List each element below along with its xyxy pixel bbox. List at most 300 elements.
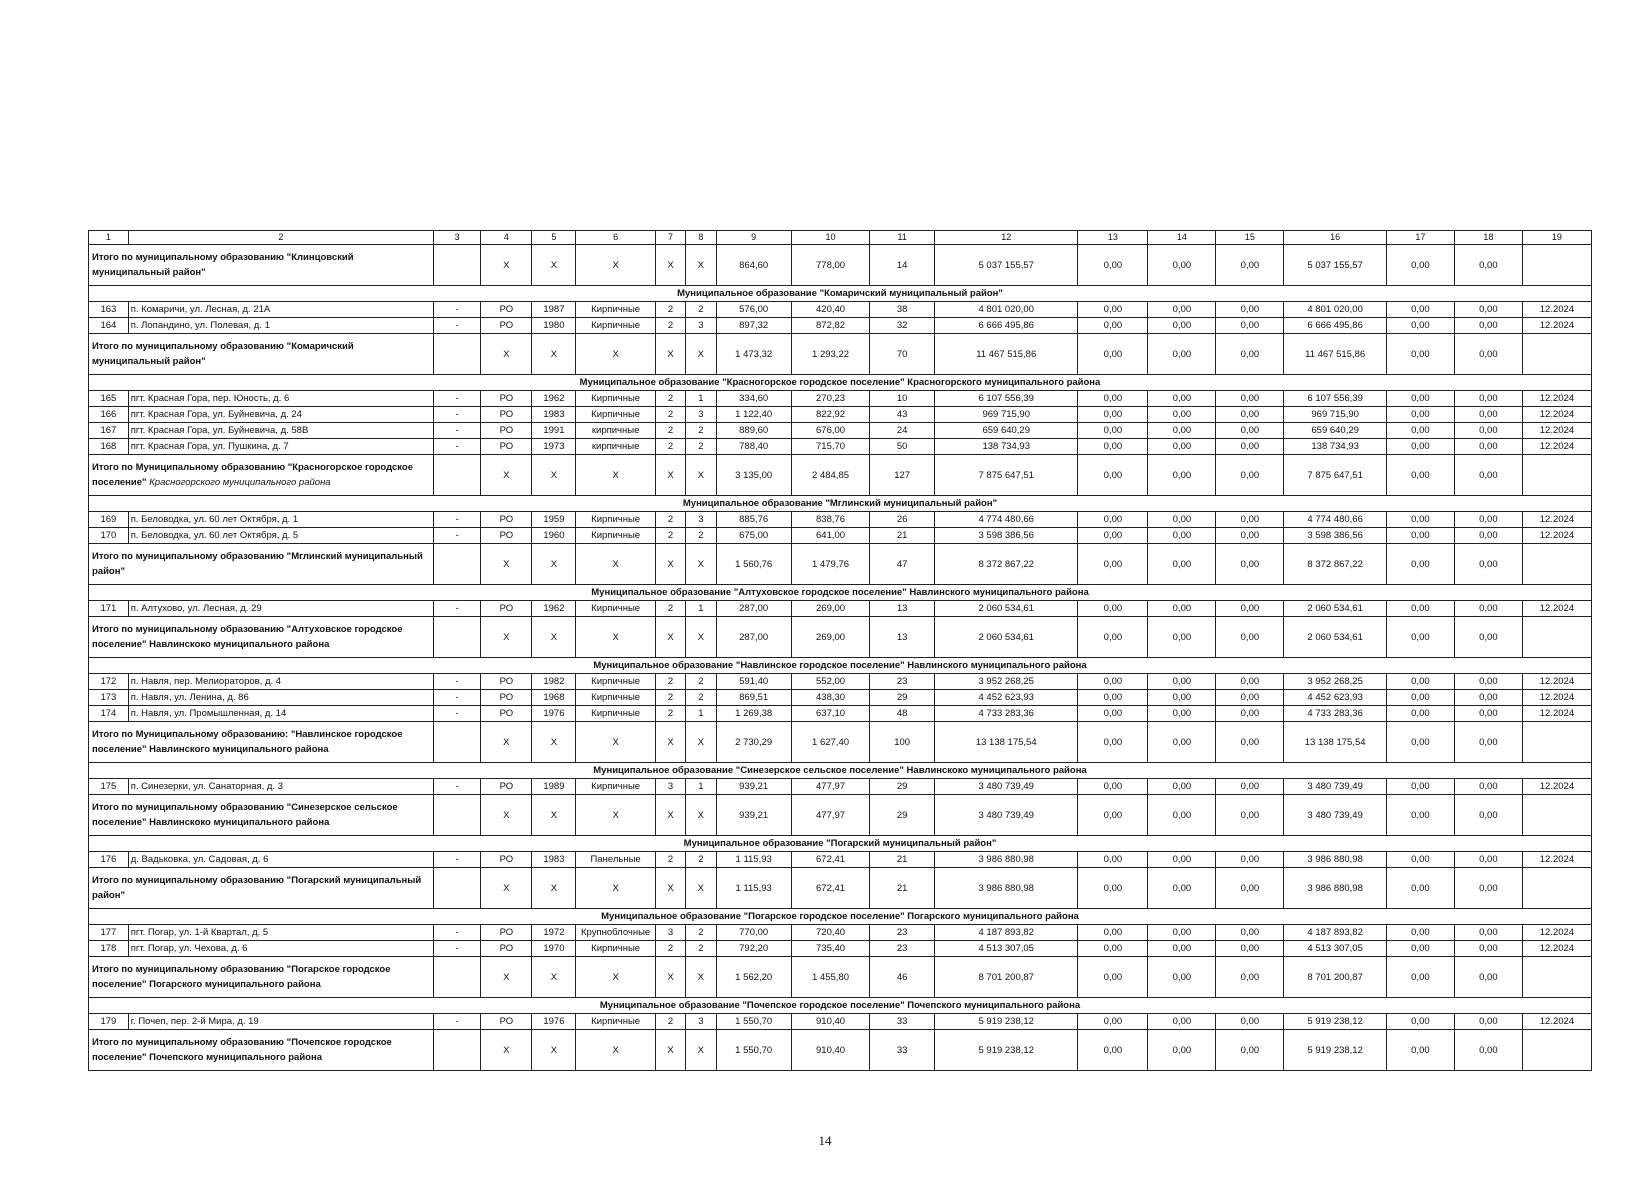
cell-col-12: 3 952 268,25 [935, 674, 1078, 690]
cell-col-19: 12.2024 [1522, 779, 1591, 795]
cell-col-15: 0,00 [1216, 1030, 1284, 1071]
cell-col-6: Кирпичные [576, 779, 655, 795]
cell-col-9: 576,00 [716, 302, 791, 318]
cell-col-12: 13 138 175,54 [935, 722, 1078, 763]
table-row [89, 706, 1592, 722]
page-number: 14 [818, 1133, 832, 1148]
cell-col-15: 0,00 [1216, 941, 1284, 957]
column-number: 2 [128, 231, 433, 245]
cell-col-4: РО [481, 302, 532, 318]
cell-col-18: 0,00 [1454, 544, 1522, 585]
cell-col-8: 1 [686, 706, 716, 722]
table-row [89, 302, 1592, 318]
table-row [89, 852, 1592, 868]
cell-col-5: X [532, 1030, 576, 1071]
row-number: 179 [89, 1014, 129, 1030]
cell-col-9: 864,60 [716, 245, 791, 286]
cell-col-5: X [532, 957, 576, 998]
address-cell: п. Беловодка, ул. 60 лет Октября, д. 5 [128, 528, 433, 544]
cell-col-13: 0,00 [1078, 795, 1148, 836]
cell-col-5: X [532, 617, 576, 658]
cell-col-9: 1 560,76 [716, 544, 791, 585]
total-row [89, 868, 1592, 909]
cell-col-11: 13 [870, 601, 935, 617]
table-row [89, 423, 1592, 439]
cell-col-11: 43 [870, 407, 935, 423]
cell-col-8: X [686, 245, 716, 286]
cell-col-19 [1522, 957, 1591, 998]
cell-col-11: 14 [870, 245, 935, 286]
total-label-text: Итого по муниципальному образованию "Погарское городское поселение" Погарского муниципального района [92, 964, 391, 990]
cell-col-16: 8 372 867,22 [1284, 544, 1387, 585]
cell-col-6: Кирпичные [576, 407, 655, 423]
cell-col-15: 0,00 [1216, 722, 1284, 763]
cell-col-9: 869,51 [716, 690, 791, 706]
cell-col-16: 4 452 623,93 [1284, 690, 1387, 706]
cell-col-11: 29 [870, 779, 935, 795]
cell-col-14: 0,00 [1148, 1014, 1216, 1030]
section-header-row [89, 763, 1592, 779]
cell-col-14: 0,00 [1148, 795, 1216, 836]
table-row [89, 1014, 1592, 1030]
cell-col-14: 0,00 [1148, 423, 1216, 439]
column-number: 3 [434, 231, 481, 245]
total-label [89, 722, 434, 763]
cell-col-4: РО [481, 690, 532, 706]
cell-col-19: 12.2024 [1522, 318, 1591, 334]
column-number: 15 [1216, 231, 1284, 245]
cell-col-15: 0,00 [1216, 423, 1284, 439]
cell-col-12: 5 919 238,12 [935, 1030, 1078, 1071]
cell-col-8: 2 [686, 852, 716, 868]
cell-col-10: 269,00 [791, 601, 869, 617]
cell-col-14: 0,00 [1148, 391, 1216, 407]
cell-col-18: 0,00 [1454, 925, 1522, 941]
cell-col-16: 13 138 175,54 [1284, 722, 1387, 763]
cell-col-9: 1 122,40 [716, 407, 791, 423]
cell-col-11: 47 [870, 544, 935, 585]
cell-col-11: 127 [870, 455, 935, 496]
cell-col-9: 1 562,20 [716, 957, 791, 998]
address-cell: пгт. Красная Гора, пер. Юность, д. 6 [128, 391, 433, 407]
cell-col-10: 872,82 [791, 318, 869, 334]
table-row [89, 674, 1592, 690]
cell-col-9: 770,00 [716, 925, 791, 941]
cell-col-18: 0,00 [1454, 779, 1522, 795]
cell-col-16: 969 715,90 [1284, 407, 1387, 423]
cell-col-11: 21 [870, 868, 935, 909]
cell-col-12: 4 452 623,93 [935, 690, 1078, 706]
cell-col-4: X [481, 455, 532, 496]
total-label-text: Итого по муниципальному образованию "Синезерское сельское поселение" Навлинскоко муниципального района [92, 802, 398, 828]
cell-col-7: 2 [655, 391, 685, 407]
cell-col-8: X [686, 795, 716, 836]
total-label [89, 957, 434, 998]
cell-col-16: 138 734,93 [1284, 439, 1387, 455]
cell-col-7: 3 [655, 779, 685, 795]
cell-col-15: 0,00 [1216, 957, 1284, 998]
cell-col-3 [434, 868, 481, 909]
cell-col-16: 5 037 155,57 [1284, 245, 1387, 286]
cell-col-10: 838,76 [791, 512, 869, 528]
cell-col-9: 1 550,70 [716, 1014, 791, 1030]
cell-col-7: 2 [655, 1014, 685, 1030]
cell-col-8: 2 [686, 674, 716, 690]
row-number: 164 [89, 318, 129, 334]
cell-col-5: 1987 [532, 302, 576, 318]
section-header-row [89, 998, 1592, 1014]
cell-col-6: Панельные [576, 852, 655, 868]
cell-col-11: 46 [870, 957, 935, 998]
cell-col-7: X [655, 795, 685, 836]
cell-col-7: 2 [655, 407, 685, 423]
cell-col-15: 0,00 [1216, 407, 1284, 423]
cell-col-16: 5 919 238,12 [1284, 1014, 1387, 1030]
cell-col-12: 969 715,90 [935, 407, 1078, 423]
cell-col-17: 0,00 [1386, 941, 1454, 957]
cell-col-12: 3 986 880,98 [935, 868, 1078, 909]
cell-col-3 [434, 245, 481, 286]
cell-col-16: 6 666 495,86 [1284, 318, 1387, 334]
cell-col-10: 477,97 [791, 779, 869, 795]
column-number: 18 [1454, 231, 1522, 245]
cell-col-10: 637,10 [791, 706, 869, 722]
cell-col-14: 0,00 [1148, 957, 1216, 998]
cell-col-4: РО [481, 1014, 532, 1030]
cell-col-16: 2 060 534,61 [1284, 601, 1387, 617]
cell-col-19: 12.2024 [1522, 512, 1591, 528]
cell-col-9: 334,60 [716, 391, 791, 407]
cell-col-4: X [481, 334, 532, 375]
cell-col-9: 939,21 [716, 795, 791, 836]
total-label-text: Итого по муниципальному образованию "Почепское городское поселение" Почепского муниципального района [92, 1037, 392, 1063]
cell-col-10: 1 455,80 [791, 957, 869, 998]
cell-col-7: X [655, 245, 685, 286]
total-label [89, 455, 434, 496]
cell-col-10: 2 484,85 [791, 455, 869, 496]
cell-col-8: 2 [686, 941, 716, 957]
cell-col-7: X [655, 1030, 685, 1071]
cell-col-9: 2 730,29 [716, 722, 791, 763]
cell-col-12: 3 480 739,49 [935, 779, 1078, 795]
cell-col-5: X [532, 455, 576, 496]
row-number: 168 [89, 439, 129, 455]
cell-col-12: 4 187 893,82 [935, 925, 1078, 941]
total-label-text: Итого по муниципальному образованию "Погарский муниципальный район" [92, 875, 422, 901]
cell-col-4: РО [481, 528, 532, 544]
cell-col-3: - [434, 941, 481, 957]
cell-col-16: 8 701 200,87 [1284, 957, 1387, 998]
cell-col-17: 0,00 [1386, 795, 1454, 836]
cell-col-6: X [576, 617, 655, 658]
column-number-row [89, 231, 1592, 245]
cell-col-8: X [686, 868, 716, 909]
cell-col-15: 0,00 [1216, 245, 1284, 286]
cell-col-4: РО [481, 852, 532, 868]
cell-col-14: 0,00 [1148, 925, 1216, 941]
cell-col-14: 0,00 [1148, 617, 1216, 658]
cell-col-14: 0,00 [1148, 407, 1216, 423]
cell-col-9: 939,21 [716, 779, 791, 795]
cell-col-5: X [532, 334, 576, 375]
cell-col-17: 0,00 [1386, 779, 1454, 795]
cell-col-19 [1522, 795, 1591, 836]
address-cell: д. Вадьковка, ул. Садовая, д. 6 [128, 852, 433, 868]
cell-col-3 [434, 544, 481, 585]
section-title: Муниципальное образование "Погарский муниципальный район" [89, 836, 1592, 852]
cell-col-14: 0,00 [1148, 528, 1216, 544]
table-row [89, 601, 1592, 617]
cell-col-4: X [481, 1030, 532, 1071]
cell-col-16: 7 875 647,51 [1284, 455, 1387, 496]
cell-col-17: 0,00 [1386, 423, 1454, 439]
row-number: 170 [89, 528, 129, 544]
cell-col-8: 1 [686, 391, 716, 407]
cell-col-16: 4 733 283,36 [1284, 706, 1387, 722]
row-number: 173 [89, 690, 129, 706]
cell-col-4: РО [481, 318, 532, 334]
cell-col-10: 715,70 [791, 439, 869, 455]
cell-col-18: 0,00 [1454, 868, 1522, 909]
cell-col-7: X [655, 722, 685, 763]
cell-col-7: X [655, 544, 685, 585]
cell-col-17: 0,00 [1386, 334, 1454, 375]
cell-col-5: 1983 [532, 407, 576, 423]
cell-col-19 [1522, 722, 1591, 763]
total-row [89, 334, 1592, 375]
cell-col-4: РО [481, 439, 532, 455]
cell-col-12: 8 701 200,87 [935, 957, 1078, 998]
cell-col-11: 21 [870, 852, 935, 868]
cell-col-4: РО [481, 925, 532, 941]
cell-col-8: X [686, 957, 716, 998]
cell-col-10: 822,92 [791, 407, 869, 423]
cell-col-7: 2 [655, 528, 685, 544]
section-header-row [89, 909, 1592, 925]
cell-col-12: 3 598 386,56 [935, 528, 1078, 544]
section-title: Муниципальное образование "Алтуховское городское поселение" Навлинского муниципального района [89, 585, 1592, 601]
cell-col-19 [1522, 334, 1591, 375]
cell-col-6: X [576, 245, 655, 286]
cell-col-18: 0,00 [1454, 407, 1522, 423]
cell-col-3: - [434, 779, 481, 795]
cell-col-4: РО [481, 407, 532, 423]
cell-col-17: 0,00 [1386, 868, 1454, 909]
cell-col-13: 0,00 [1078, 528, 1148, 544]
cell-col-14: 0,00 [1148, 455, 1216, 496]
cell-col-11: 29 [870, 795, 935, 836]
table-body [89, 231, 1592, 1071]
cell-col-18: 0,00 [1454, 795, 1522, 836]
cell-col-5: 1976 [532, 1014, 576, 1030]
cell-col-19: 12.2024 [1522, 601, 1591, 617]
cell-col-18: 0,00 [1454, 957, 1522, 998]
total-row [89, 795, 1592, 836]
cell-col-3: - [434, 601, 481, 617]
cell-col-7: 2 [655, 302, 685, 318]
cell-col-17: 0,00 [1386, 439, 1454, 455]
cell-col-8: 2 [686, 302, 716, 318]
cell-col-15: 0,00 [1216, 544, 1284, 585]
total-row [89, 617, 1592, 658]
cell-col-16: 11 467 515,86 [1284, 334, 1387, 375]
cell-col-15: 0,00 [1216, 779, 1284, 795]
cell-col-3: - [434, 528, 481, 544]
row-number: 171 [89, 601, 129, 617]
cell-col-10: 641,00 [791, 528, 869, 544]
section-header-row [89, 658, 1592, 674]
cell-col-9: 1 550,70 [716, 1030, 791, 1071]
cell-col-3: - [434, 423, 481, 439]
cell-col-3 [434, 617, 481, 658]
cell-col-16: 4 774 480,66 [1284, 512, 1387, 528]
cell-col-17: 0,00 [1386, 925, 1454, 941]
cell-col-15: 0,00 [1216, 852, 1284, 868]
cell-col-8: 2 [686, 925, 716, 941]
cell-col-5: X [532, 722, 576, 763]
cell-col-6: X [576, 455, 655, 496]
cell-col-18: 0,00 [1454, 245, 1522, 286]
cell-col-16: 659 640,29 [1284, 423, 1387, 439]
cell-col-8: 1 [686, 601, 716, 617]
column-number: 14 [1148, 231, 1216, 245]
address-cell: п. Навля, ул. Промышленная, д. 14 [128, 706, 433, 722]
cell-col-3: - [434, 391, 481, 407]
cell-col-14: 0,00 [1148, 601, 1216, 617]
cell-col-7: X [655, 617, 685, 658]
address-cell: п. Алтухово, ул. Лесная, д. 29 [128, 601, 433, 617]
housing-register-table [88, 230, 1592, 1071]
cell-col-6: Кирпичные [576, 690, 655, 706]
cell-col-5: 1959 [532, 512, 576, 528]
cell-col-6: X [576, 334, 655, 375]
cell-col-18: 0,00 [1454, 852, 1522, 868]
cell-col-4: РО [481, 601, 532, 617]
column-number: 1 [89, 231, 129, 245]
cell-col-6: X [576, 957, 655, 998]
cell-col-10: 672,41 [791, 852, 869, 868]
cell-col-19: 12.2024 [1522, 690, 1591, 706]
cell-col-11: 29 [870, 690, 935, 706]
cell-col-8: 2 [686, 528, 716, 544]
cell-col-8: 3 [686, 318, 716, 334]
cell-col-7: 2 [655, 318, 685, 334]
cell-col-4: РО [481, 512, 532, 528]
column-number: 10 [791, 231, 869, 245]
cell-col-5: 1973 [532, 439, 576, 455]
cell-col-11: 13 [870, 617, 935, 658]
cell-col-19 [1522, 245, 1591, 286]
cell-col-13: 0,00 [1078, 925, 1148, 941]
cell-col-11: 33 [870, 1014, 935, 1030]
cell-col-8: 3 [686, 407, 716, 423]
row-number: 163 [89, 302, 129, 318]
cell-col-18: 0,00 [1454, 706, 1522, 722]
row-number: 174 [89, 706, 129, 722]
column-number: 19 [1522, 231, 1591, 245]
cell-col-3 [434, 334, 481, 375]
table-row [89, 407, 1592, 423]
cell-col-10: 720,40 [791, 925, 869, 941]
total-label-text: Итого по муниципальному образованию "Алтуховское городское поселение" Навлинскоко муниципального района [92, 624, 403, 650]
cell-col-19 [1522, 455, 1591, 496]
cell-col-17: 0,00 [1386, 617, 1454, 658]
cell-col-17: 0,00 [1386, 318, 1454, 334]
address-cell: п. Комаричи, ул. Лесная, д. 21А [128, 302, 433, 318]
cell-col-9: 897,32 [716, 318, 791, 334]
cell-col-4: X [481, 795, 532, 836]
row-number: 178 [89, 941, 129, 957]
address-cell: пгт. Красная Гора, ул. Пушкина, д. 7 [128, 439, 433, 455]
column-number: 9 [716, 231, 791, 245]
cell-col-3 [434, 455, 481, 496]
cell-col-14: 0,00 [1148, 512, 1216, 528]
cell-col-18: 0,00 [1454, 318, 1522, 334]
cell-col-17: 0,00 [1386, 601, 1454, 617]
total-label [89, 334, 434, 375]
cell-col-17: 0,00 [1386, 512, 1454, 528]
cell-col-15: 0,00 [1216, 795, 1284, 836]
cell-col-3: - [434, 852, 481, 868]
cell-col-15: 0,00 [1216, 302, 1284, 318]
cell-col-17: 0,00 [1386, 1030, 1454, 1071]
cell-col-7: 2 [655, 690, 685, 706]
cell-col-5: 1991 [532, 423, 576, 439]
total-label [89, 868, 434, 909]
cell-col-5: X [532, 868, 576, 909]
cell-col-10: 552,00 [791, 674, 869, 690]
table-row [89, 318, 1592, 334]
column-number: 5 [532, 231, 576, 245]
cell-col-12: 3 480 739,49 [935, 795, 1078, 836]
cell-col-7: 2 [655, 941, 685, 957]
cell-col-3: - [434, 674, 481, 690]
cell-col-5: 1989 [532, 779, 576, 795]
cell-col-7: 3 [655, 925, 685, 941]
cell-col-12: 4 733 283,36 [935, 706, 1078, 722]
total-row [89, 455, 1592, 496]
cell-col-8: X [686, 617, 716, 658]
cell-col-10: 477,97 [791, 795, 869, 836]
cell-col-15: 0,00 [1216, 925, 1284, 941]
cell-col-14: 0,00 [1148, 1030, 1216, 1071]
cell-col-12: 4 774 480,66 [935, 512, 1078, 528]
address-cell: п. Навля, пер. Мелиораторов, д. 4 [128, 674, 433, 690]
table-row [89, 528, 1592, 544]
cell-col-6: кирпичные [576, 423, 655, 439]
cell-col-13: 0,00 [1078, 302, 1148, 318]
cell-col-8: 3 [686, 1014, 716, 1030]
cell-col-10: 778,00 [791, 245, 869, 286]
cell-col-18: 0,00 [1454, 601, 1522, 617]
cell-col-13: 0,00 [1078, 617, 1148, 658]
cell-col-13: 0,00 [1078, 674, 1148, 690]
cell-col-3: - [434, 407, 481, 423]
cell-col-11: 70 [870, 334, 935, 375]
cell-col-9: 3 135,00 [716, 455, 791, 496]
cell-col-5: 1976 [532, 706, 576, 722]
table-row [89, 925, 1592, 941]
cell-col-6: Кирпичные [576, 302, 655, 318]
cell-col-3 [434, 957, 481, 998]
column-number: 16 [1284, 231, 1387, 245]
cell-col-13: 0,00 [1078, 1030, 1148, 1071]
cell-col-15: 0,00 [1216, 868, 1284, 909]
section-title: Муниципальное образование "Погарское городское поселение" Погарского муниципального района [89, 909, 1592, 925]
cell-col-17: 0,00 [1386, 852, 1454, 868]
cell-col-3: - [434, 690, 481, 706]
cell-col-15: 0,00 [1216, 334, 1284, 375]
